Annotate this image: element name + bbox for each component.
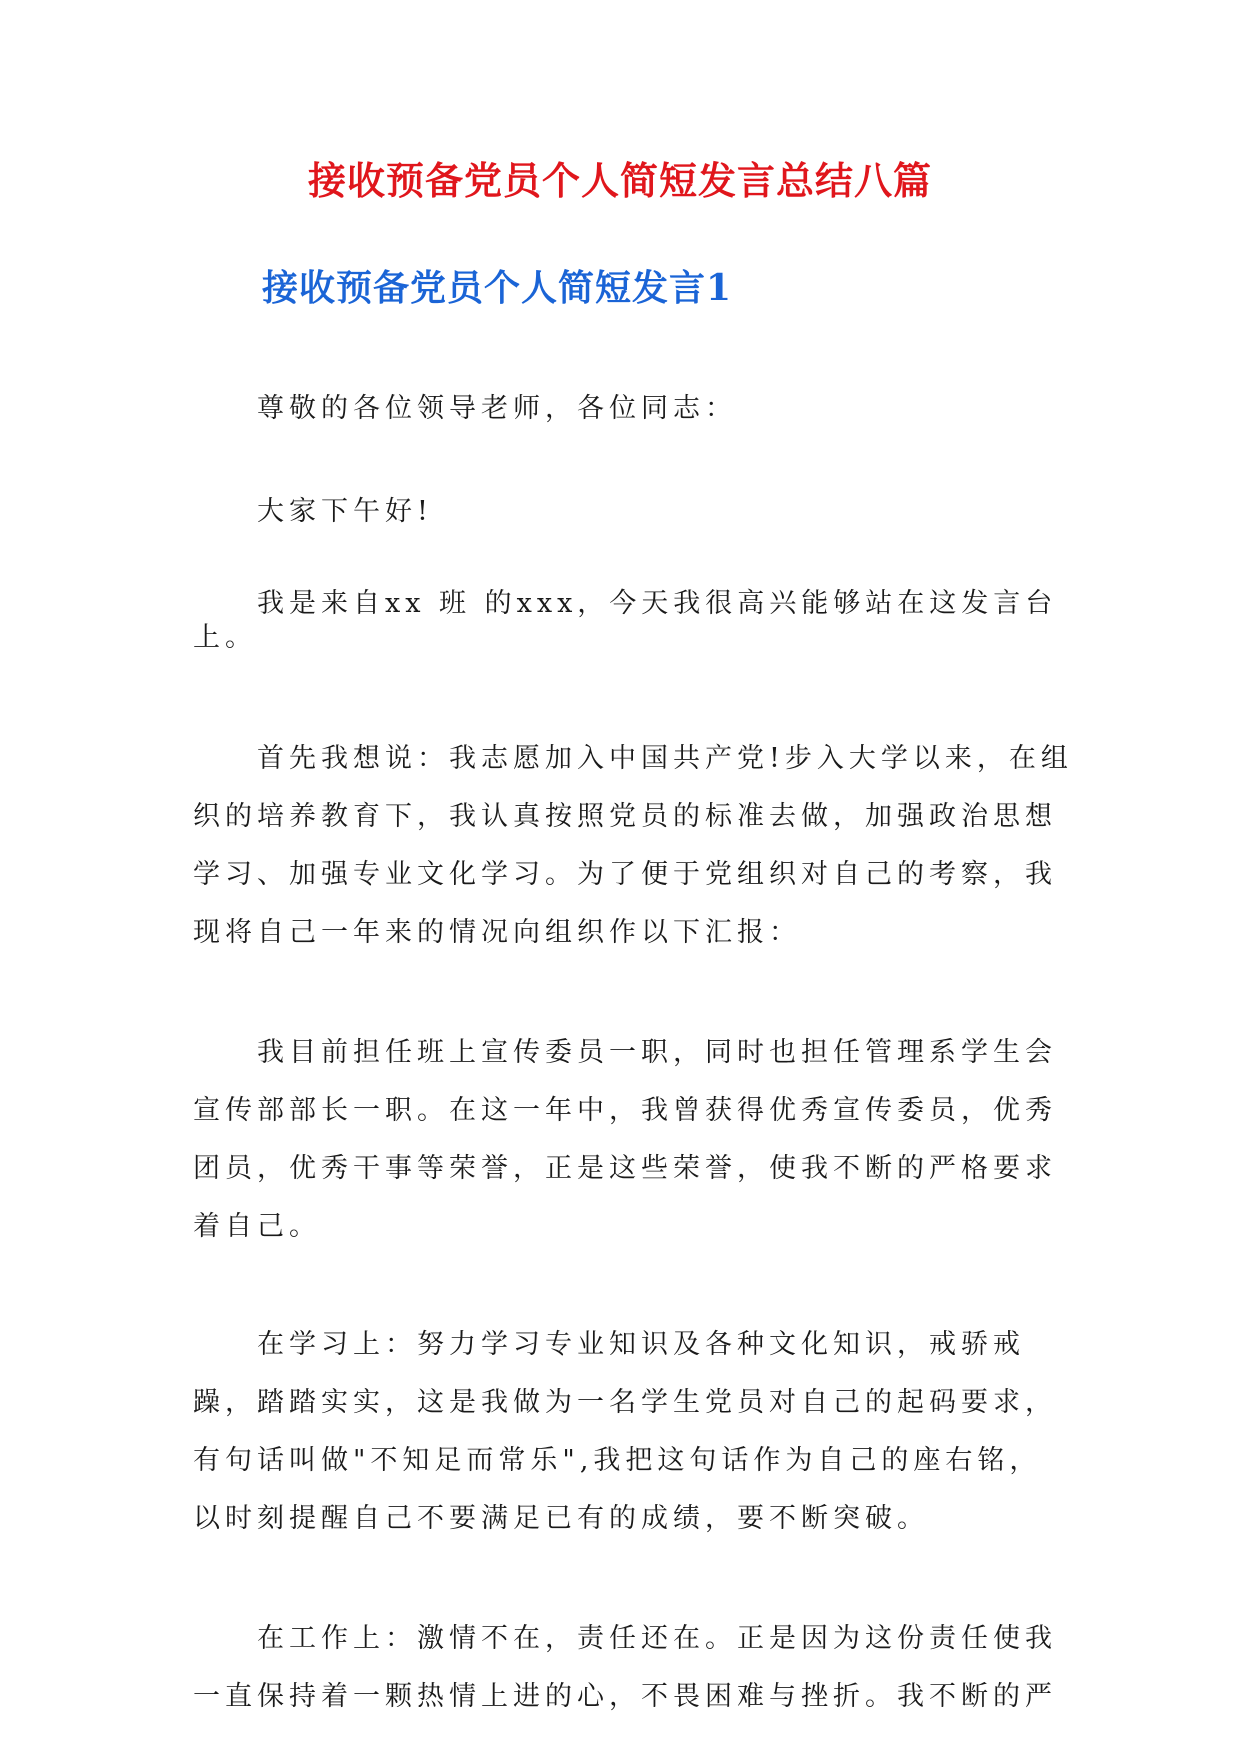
paragraph-wish: 首先我想说：我志愿加入中国共产党!步入大学以来，在组织的培养教育下，我认真按照党员的标准去做，加强政治思想学习、加强专业文化学习。为了便于党组织对自己的考察，我现将自己一年来的情况向组织作以下汇报：: [193, 743, 1073, 948]
paragraph-salutation: 尊敬的各位领导老师，各位同志：: [257, 393, 737, 424]
paragraph-intro: 我是来自xx 班 的xxx，今天我很高兴能够站在这发言台上。: [193, 588, 1058, 653]
paragraph-greeting: 大家下午好!: [257, 496, 433, 527]
paragraph-work: 在工作上：激情不在，责任还在。正是因为这份责任使我一直保持着一颗热情上进的心，不畏困难与挫折。我不断的严: [193, 1623, 1057, 1712]
section-title: 接收预备党员个人简短发言1: [262, 267, 733, 309]
paragraph-position: 我目前担任班上宣传委员一职，同时也担任管理系学生会宣传部部长一职。在这一年中，我曾获得优秀宣传委员，优秀团员，优秀干事等荣誉，正是这些荣誉，使我不断的严格要求着自己。: [193, 1037, 1057, 1242]
document-title: 接收预备党员个人简短发言总结八篇: [307, 158, 932, 203]
paragraph-study: 在学习上：努力学习专业知识及各种文化知识，戒骄戒躁，踏踏实实，这是我做为一名学生党员对自己的起码要求，有句话叫做"不知足而常乐",我把这句话作为自己的座右铭，以时刻提醒自己不要满足已有的成绩，要不断突破。: [193, 1329, 1057, 1534]
